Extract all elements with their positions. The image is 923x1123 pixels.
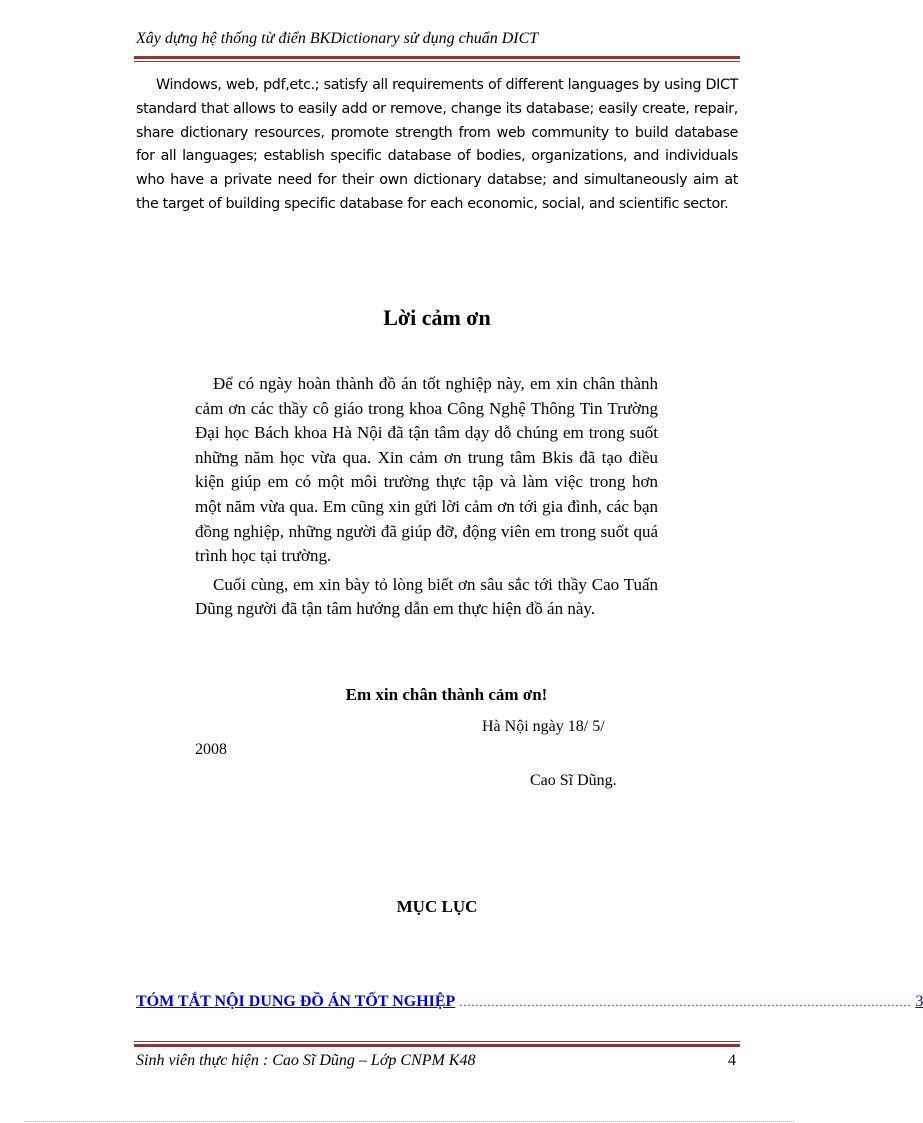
date-line: Hà Nội ngày 18/ 5/ xyxy=(482,718,605,735)
english-abstract-paragraph: Windows, web, pdf,etc.; satisfy all requirements of different languages by using DICT standard that allows to easily add or remove, change its database; easily create, repair, share dictionary resources, promote strength from web community to build database for all languages; establish specific database of bodies, organizations, and individuals who have a private need for their own dictionary databse; and simultaneously aim at the target of building specific database for each economic, social, and scientific sector. xyxy=(136,77,738,212)
page-edge-divider xyxy=(24,1121,794,1122)
acknowledgement-paragraph-2: Cuối cùng, em xin bày tỏ lòng biết ơn sâu sắc tới thầy Cao Tuấn Dũng người đã tận tâm hướng dẫn em thực hiện đồ án này. xyxy=(195,574,658,619)
acknowledgement-paragraph-1: Để có ngày hoàn thành đồ án tốt nghiệp này, em xin chân thành cảm ơn các thầy cô giáo trong khoa Công Nghệ Thông Tin Trường Đại học Bách khoa Hà Nội đã tận tâm dạy dỗ chúng em trong suốt những năm học vừa qua. Xin cảm ơn trung tâm Bkis đã tạo điều kiện giúp em có một môi trường thực tập và làm việc trong hơn một năm vừa qua. Em cũng xin gửi lời cảm ơn tới gia đình, các bạn đồng nghiệp, những người đã giúp đỡ, động viên em trong suốt quá trình học tại trường. xyxy=(195,374,658,566)
toc-leader-dots: ................................................................................................................. xyxy=(459,995,912,1009)
signature: Cao Sĩ Dũng. xyxy=(530,772,617,789)
toc-entry-label: TÓM TẮT NỘI DUNG ĐỒ ÁN TỐT NGHIỆP xyxy=(136,993,456,1010)
acknowledgement-body xyxy=(195,372,658,622)
acknowledgement-title: Lời cảm ơn xyxy=(383,305,491,330)
running-header: Xây dựng hệ thống từ điển BKDictionary sử dụng chuẩn DICT xyxy=(136,30,539,47)
closing-line: Em xin chân thành cảm ơn! xyxy=(345,685,548,704)
toc-entry-page: 3 xyxy=(915,993,923,1010)
footer-rule-thin xyxy=(134,1041,740,1042)
footer-rule-thick xyxy=(134,1044,740,1047)
header-rule-thick xyxy=(134,56,740,59)
running-footer: Sinh viên thực hiện : Cao Sĩ Dũng – Lớp CNPM K48 xyxy=(136,1052,476,1069)
header-rule-thin xyxy=(134,61,740,62)
date-year: 2008 xyxy=(195,741,227,758)
page-number: 4 xyxy=(728,1052,736,1069)
toc-entry-link[interactable] xyxy=(136,993,923,1011)
toc-title: MỤC LỤC xyxy=(396,897,478,916)
